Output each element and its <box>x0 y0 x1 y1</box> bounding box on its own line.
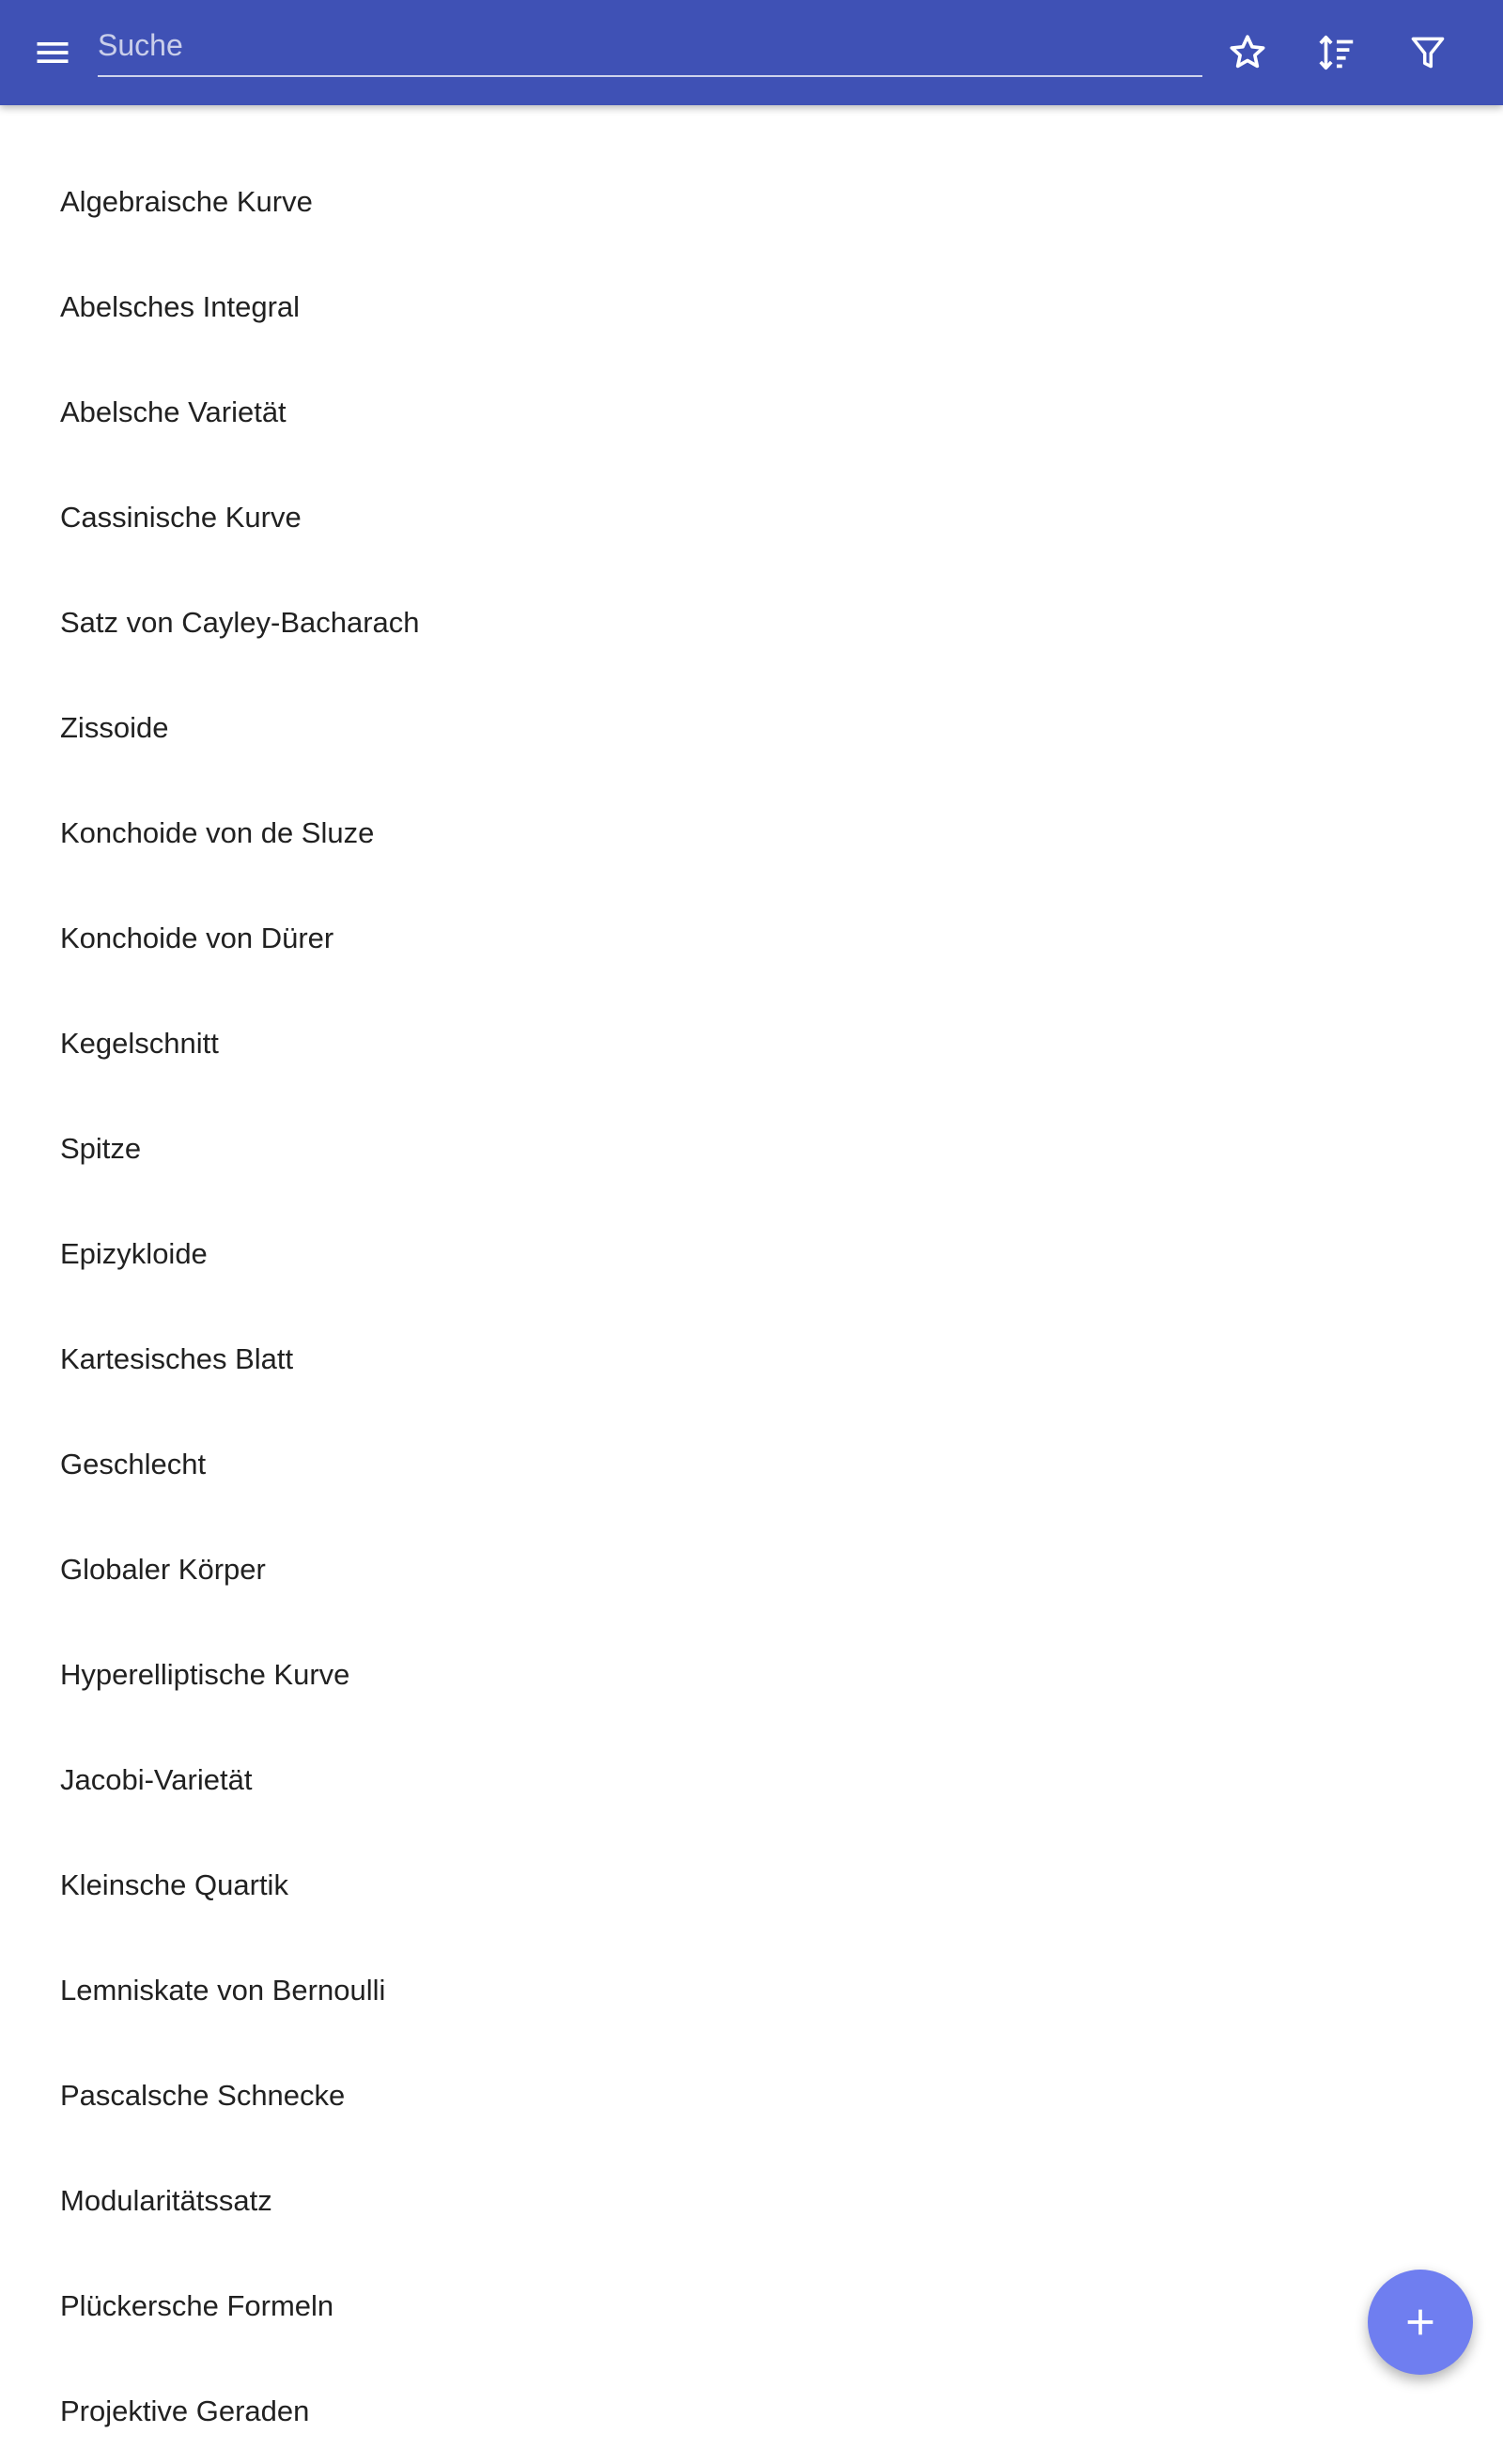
list-item-label: Jacobi-Varietät <box>60 1763 253 1796</box>
list-item[interactable] <box>0 2148 1503 2254</box>
menu-button[interactable] <box>15 15 90 90</box>
list-item[interactable] <box>0 1517 1503 1622</box>
list-item-label: Kegelschnitt <box>60 1027 219 1060</box>
list-item[interactable] <box>0 1622 1503 1728</box>
list-item[interactable] <box>0 886 1503 991</box>
list-item[interactable] <box>0 465 1503 570</box>
filter-button[interactable] <box>1390 15 1465 90</box>
list-item[interactable] <box>0 2254 1503 2359</box>
list-item-label: Kleinsche Quartik <box>60 1868 288 1901</box>
list-item[interactable] <box>0 2043 1503 2148</box>
sort-icon <box>1315 31 1358 74</box>
list-item-label: Lemniskate von Bernoulli <box>60 1974 386 2007</box>
list-item-label: Algebraische Kurve <box>60 185 313 218</box>
list-item[interactable] <box>0 255 1503 360</box>
list-item-label: Hyperelliptische Kurve <box>60 1658 350 1691</box>
list-item-label: Kartesisches Blatt <box>60 1342 294 1375</box>
list-item-label: Satz von Cayley-Bacharach <box>60 606 420 639</box>
list-item[interactable] <box>0 1096 1503 1201</box>
filter-icon <box>1407 32 1449 73</box>
list-item[interactable] <box>0 570 1503 675</box>
list-item-label: Konchoide von Dürer <box>60 922 334 954</box>
list-item-label: Globaler Körper <box>60 1553 266 1586</box>
list-item-label: Geschlecht <box>60 1448 207 1480</box>
list-item-label: Plückersche Formeln <box>60 2289 334 2322</box>
list-item-label: Modularitätssatz <box>60 2184 272 2217</box>
list-item[interactable] <box>0 149 1503 255</box>
list-item[interactable] <box>0 991 1503 1096</box>
plus-icon <box>1402 2303 1439 2341</box>
list-item-label: Zissoide <box>60 711 169 744</box>
list-item[interactable] <box>0 1307 1503 1412</box>
sort-button[interactable] <box>1299 15 1374 90</box>
list-item-label: Epizykloide <box>60 1237 208 1270</box>
list-item[interactable] <box>0 2359 1503 2464</box>
add-button[interactable] <box>1368 2270 1473 2375</box>
list-item[interactable] <box>0 675 1503 781</box>
star-outline-icon <box>1226 31 1269 74</box>
list-item-label: Projektive Geraden <box>60 2394 310 2427</box>
list-item-label: Konchoide von de Sluze <box>60 816 375 849</box>
list-item-label: Spitze <box>60 1132 142 1165</box>
list-item[interactable] <box>0 360 1503 465</box>
list-item[interactable] <box>0 1938 1503 2043</box>
list-item-label: Pascalsche Schnecke <box>60 2079 346 2112</box>
term-list <box>0 105 1503 2427</box>
search-field <box>98 17 1202 77</box>
app-bar <box>0 0 1503 105</box>
list-item[interactable] <box>0 1728 1503 1833</box>
menu-icon <box>32 32 73 73</box>
list-item-label: Cassinische Kurve <box>60 501 302 534</box>
list-item-label: Abelsche Varietät <box>60 395 287 428</box>
list-item[interactable] <box>0 1412 1503 1517</box>
search-input[interactable] <box>98 17 1202 73</box>
list-item-label: Abelsches Integral <box>60 290 301 323</box>
favorites-button[interactable] <box>1210 15 1285 90</box>
list-item[interactable] <box>0 781 1503 886</box>
list-item[interactable] <box>0 1201 1503 1307</box>
list-item[interactable] <box>0 1833 1503 1938</box>
